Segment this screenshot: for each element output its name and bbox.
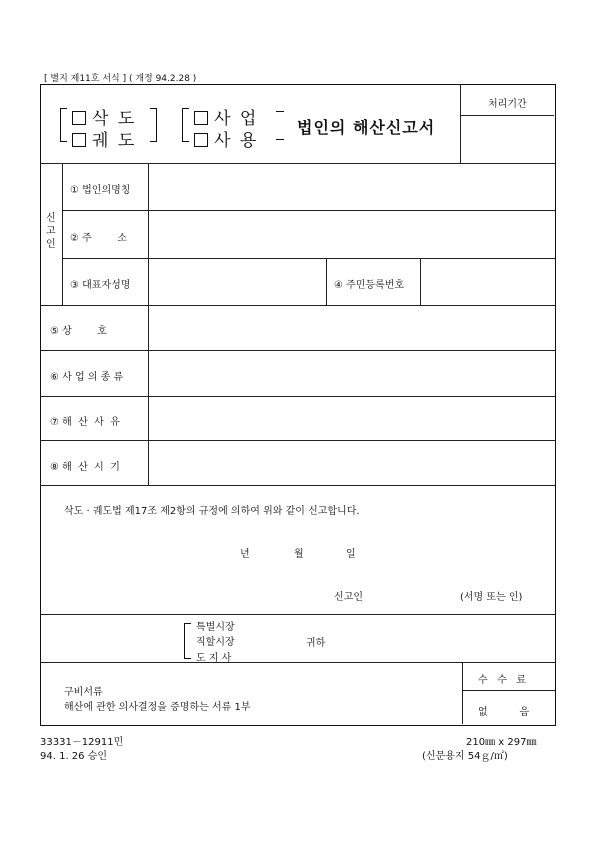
month-label: 월 xyxy=(294,549,304,560)
fee-value: 없 음 xyxy=(478,707,530,718)
checkbox-icon[interactable] xyxy=(72,133,86,147)
form-code: 33331－12911민 xyxy=(40,737,124,748)
year-label: 년 xyxy=(240,549,250,560)
checkbox-icon[interactable] xyxy=(194,111,208,125)
approval-date: 94. 1. 26 승인 xyxy=(40,751,108,762)
option-ropeway[interactable]: 삭 도 xyxy=(72,104,136,129)
form-title: 법인의 해산신고서 xyxy=(297,118,436,137)
addressee-line3: 도 지 사 xyxy=(196,653,232,664)
fee-label: 수 수 료 xyxy=(478,675,527,686)
reporter-sign-label: 신고인 xyxy=(334,592,363,603)
company-name-label: ① 법인의명칭 xyxy=(70,185,131,196)
processing-period-label: 처리기간 xyxy=(488,99,527,110)
declaration-text: 삭도 · 궤도법 제17조 제2항의 규정에 의하여 위와 같이 신고합니다. xyxy=(64,506,360,517)
trade-name-label: ⑤ 상 호 xyxy=(50,326,107,337)
addressee-line2: 직할시장 xyxy=(196,637,235,648)
sign-or-seal: (서명 또는 인) xyxy=(460,592,523,603)
paper-size: 210㎜ x 297㎜ xyxy=(466,737,537,748)
representative-label: ③ 대표자성명 xyxy=(70,280,131,291)
rrn-label: ④ 주민등록번호 xyxy=(334,280,405,291)
addressee-suffix: 귀하 xyxy=(306,638,326,649)
reporter-side-label: 신고인 xyxy=(46,213,56,250)
checkbox-icon[interactable] xyxy=(194,133,208,147)
time-label: ⑧ 해 산 시 기 xyxy=(50,462,120,473)
form-header: [ 별지 제11호 서식 ] ( 개정 94.2.28 ) xyxy=(44,74,197,84)
documents-label: 구비서류 xyxy=(64,687,103,698)
address-label: ② 주 소 xyxy=(70,233,127,244)
reason-label: ⑦ 해 산 사 유 xyxy=(50,417,120,428)
documents-item: 해산에 관한 의사결정을 증명하는 서류 1부 xyxy=(64,702,251,713)
addressee-line1: 특별시장 xyxy=(196,622,235,633)
checkbox-icon[interactable] xyxy=(72,111,86,125)
business-type-label: ⑥ 사 업 의 종 류 xyxy=(50,372,124,383)
paper-type: (신문용지 54ｇ/㎡) xyxy=(422,751,508,762)
option-use[interactable]: 사 용 xyxy=(194,126,258,151)
day-label: 일 xyxy=(346,549,356,560)
option-track[interactable]: 궤 도 xyxy=(72,126,136,151)
option-business[interactable]: 사 업 xyxy=(194,104,258,129)
